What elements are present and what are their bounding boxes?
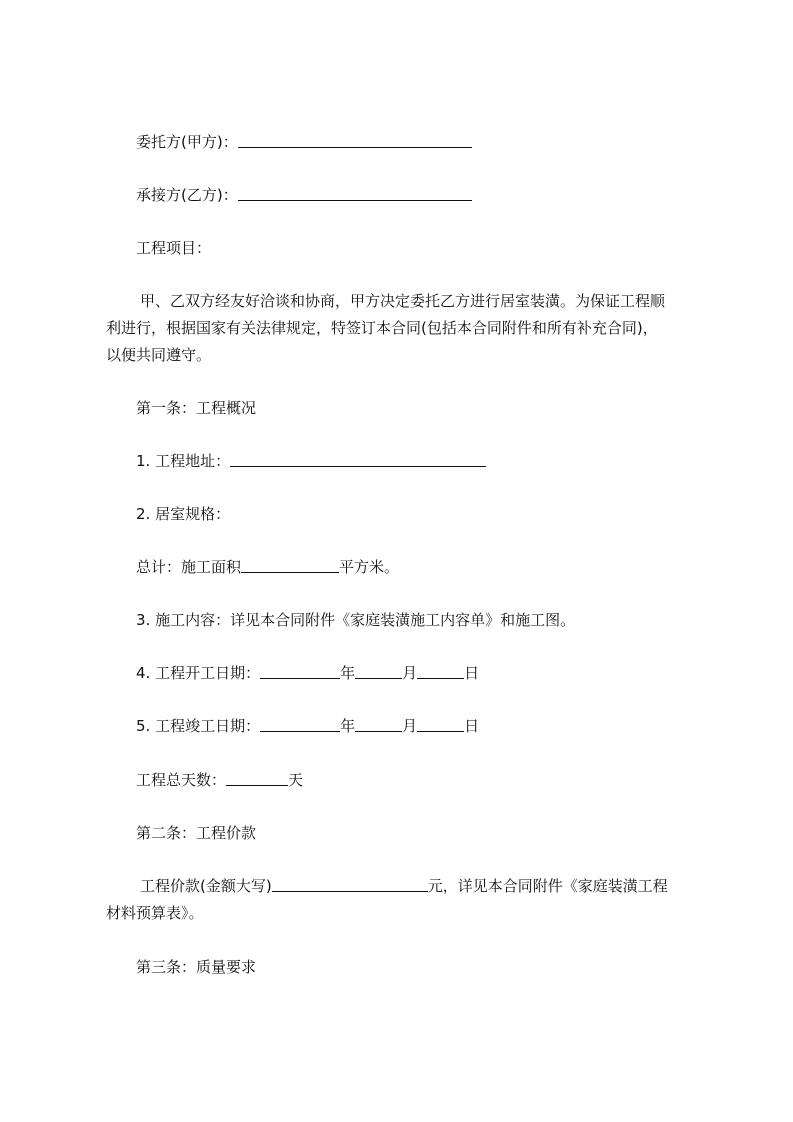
start-day-unit: 日 [464, 664, 480, 682]
end-month-unit: 月 [402, 717, 418, 735]
preamble-line-1: 甲、乙双方经友好洽谈和协商，甲方决定委托乙方进行居室装潢。为保证工程顺 [140, 292, 666, 310]
address-blank [230, 452, 486, 467]
content-line: 3. 施工内容：详见本合同附件《家庭装潢施工内容单》和施工图。 [136, 611, 576, 629]
total-days-blank [226, 771, 288, 786]
area-prefix: 总计：施工面积 [136, 558, 242, 576]
preamble-line-3: 以便共同遵守。 [106, 346, 212, 364]
start-day-blank [417, 664, 464, 679]
project-label: 工程项目： [136, 239, 212, 257]
party-b-blank [238, 186, 472, 201]
party-b-label: 承接方(乙方)： [136, 186, 238, 204]
end-day-unit: 日 [464, 717, 480, 735]
price-prefix: 工程价款(金额大写) [140, 877, 272, 895]
start-date-line [136, 663, 479, 683]
total-days-line [136, 770, 303, 790]
article-3-heading: 第三条：质量要求 [136, 958, 257, 976]
end-date-label: 5. 工程竣工日期： [136, 717, 261, 735]
party-b-line [136, 185, 472, 205]
party-a-label: 委托方(甲方)： [136, 133, 238, 151]
end-year-unit: 年 [340, 717, 356, 735]
party-a-blank [238, 133, 472, 148]
spec-label: 2. 居室规格： [136, 505, 231, 523]
total-days-unit: 天 [288, 771, 304, 789]
area-blank [241, 558, 339, 573]
address-label: 1. 工程地址： [136, 452, 231, 470]
total-days-label: 工程总天数： [136, 771, 227, 789]
party-a-line [136, 132, 472, 152]
end-day-blank [417, 717, 464, 732]
area-suffix: 平方米。 [339, 558, 400, 576]
article-2-heading: 第二条：工程价款 [136, 824, 257, 842]
start-month-unit: 月 [402, 664, 418, 682]
start-month-blank [355, 664, 402, 679]
area-line [136, 557, 399, 577]
price-line-1 [140, 876, 668, 896]
price-line-2: 材料预算表》。 [106, 904, 204, 922]
article-1-heading: 第一条：工程概况 [136, 399, 257, 417]
start-date-label: 4. 工程开工日期： [136, 664, 261, 682]
start-year-blank [260, 664, 340, 679]
price-blank [272, 877, 428, 892]
end-year-blank [260, 717, 340, 732]
start-year-unit: 年 [340, 664, 356, 682]
price-suffix: 元，详见本合同附件《家庭装潢工程 [427, 877, 668, 895]
address-line [136, 451, 486, 471]
end-month-blank [355, 717, 402, 732]
preamble-line-2: 利进行，根据国家有关法律规定，特签订本合同(包括本合同附件和所有补充合同)， [106, 319, 658, 337]
end-date-line [136, 716, 479, 736]
